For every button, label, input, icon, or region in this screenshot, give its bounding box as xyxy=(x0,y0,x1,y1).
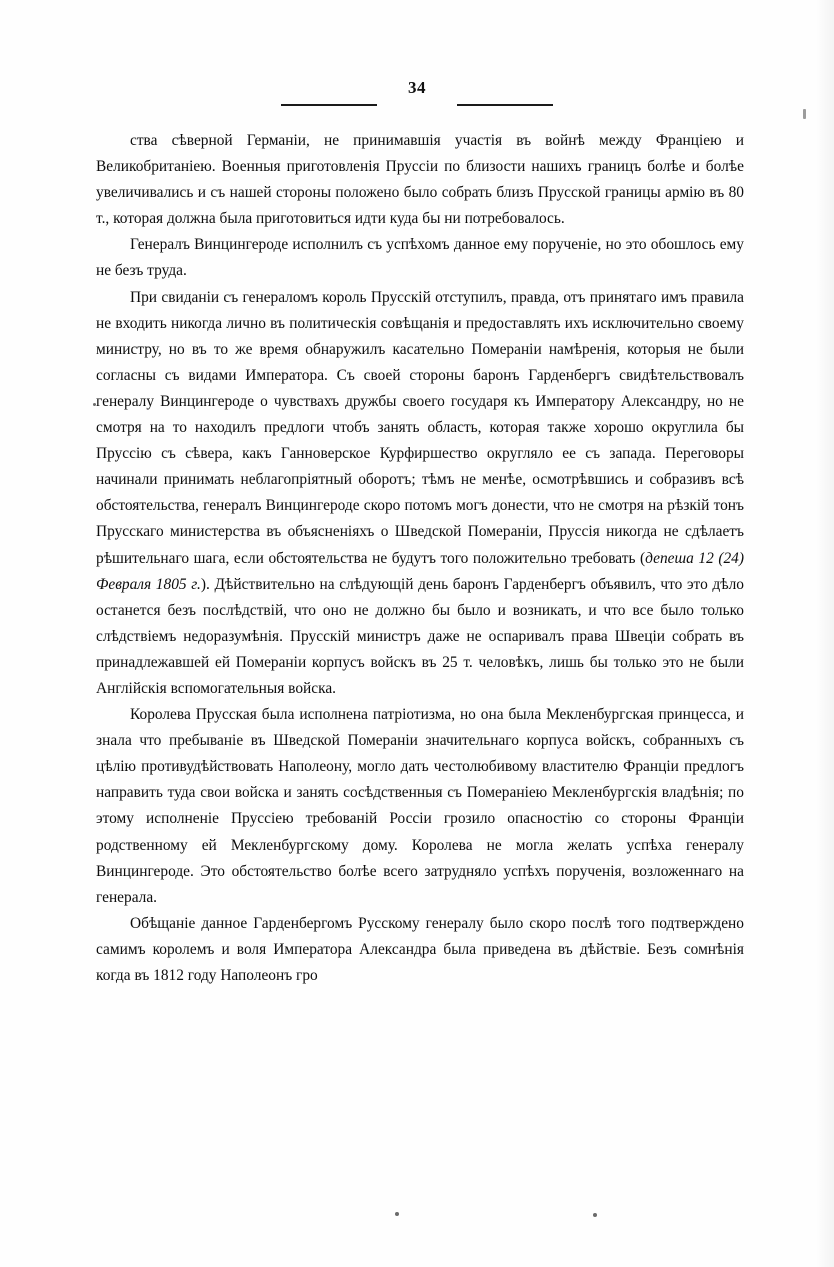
print-speck xyxy=(395,1212,399,1216)
paragraph-4: Королева Прусская была исполнена патріотизма, но она была Мекленбургская принцесса, и знала что пребываніе въ Шведской Помераніи значительнаго корпуса войскъ, собранныхъ съ цѣлію противудѣйствовать Наполеону, могло дать честолюбивому властителю Франціи предлогъ направить туда свои войска и занять сосѣдственныя съ Помераніею Мекленбургскія владѣнія; по этому исполненіе Пруссіею требованій Россіи грозило опасностію со стороны Франціи родственному ей Мекленбургскому дому. Королева не могла желать успѣха генералу Винцингероде. Это обстоятельство болѣе всего затрудняло успѣхъ порученія, возложеннаго на генерала. xyxy=(96,706,744,906)
paragraph-5: Обѣщаніе данное Гарденбергомъ Русскому генералу было скоро послѣ того подтверждено самимъ королемъ и воля Императора Александра была приведена въ дѣйствіе. Безъ сомнѣнія когда въ 1812 году Наполеонъ гро xyxy=(96,914,744,984)
paragraph-3 xyxy=(96,285,744,703)
paragraph-1: ства сѣверной Германіи, не принимавшія участія въ войнѣ между Франціею и Великобританіею. Военныя приготовленія Пруссіи по близости нашихъ границъ болѣе и болѣе увеличивались и съ нашей стороны положено было собрать близъ Прусской границы армію въ 80 т., которая должна была приготовиться идти куда бы ни потребовалось. xyxy=(96,132,744,228)
print-speck xyxy=(593,1213,597,1217)
paragraph-2: Генералъ Винцингероде исполнилъ съ успѣхомъ данное ему порученіе, но это обошлось ему не безъ труда. xyxy=(96,236,744,280)
scan-edge-shadow xyxy=(816,0,834,1267)
header-rule-right xyxy=(457,104,553,106)
citation-reference: депеша 12 (24) Февраля 1805 г. xyxy=(96,549,744,593)
body-text xyxy=(96,128,744,989)
print-speck xyxy=(803,109,806,119)
paragraph-3-part-1: При свиданіи съ генераломъ король Прусскій отступилъ, правда, отъ принятаго имъ правила не входить никогда лично въ политическія совѣщанія и предоставлять ихъ исключительно своему министру, но въ то же время обнаружилъ касательно Помераніи намѣренія, которыя не были согласны съ видами Императора. Съ своей стороны баронъ Гарденбергъ свидѣтельствовалъ генералу Винцингероде о чувствахъ дружбы своего государя къ Императору Александру, но не смотря на то находилъ предлоги чтобъ занять область, которая также хорошо округлила бы Пруссію съ сѣвера, какъ Ганноверское Курфиршество округляло ее съ запада. Переговоры начинали принимать неблагопріятный оборотъ; тѣмъ не менѣе, осмотрѣвшись и собразивъ всѣ обстоятельства, генералъ Винцингероде скоро потомъ могъ донести, что не смотря на рѣзкій тонъ Прусскаго министерства въ объясненіяхъ о Шведской Помераніи, Пруссія никогда не сдѣлаетъ рѣшительнаго шага, если обстоятельства не будутъ того положительно требовать ( xyxy=(96,288,744,567)
print-speck xyxy=(93,403,96,406)
header-rule-left xyxy=(281,104,377,106)
page-number: 34 xyxy=(408,78,426,97)
paragraph-3-part-2: ). Дѣйствительно на слѣдующій день баронъ Гарденбергъ объявилъ, что это дѣло останется безъ послѣдствій, что оно не должно бы было и возникать, и что все было только слѣдствіемъ недоразумѣнія. Прусскій министръ даже не оспаривалъ права Швеціи собрать въ принадлежавшей ей Помераніи корпусъ войскъ въ 25 т. человѣкъ, лишь бы только это не были Англійскія вспомогательныя войска. xyxy=(96,575,744,697)
